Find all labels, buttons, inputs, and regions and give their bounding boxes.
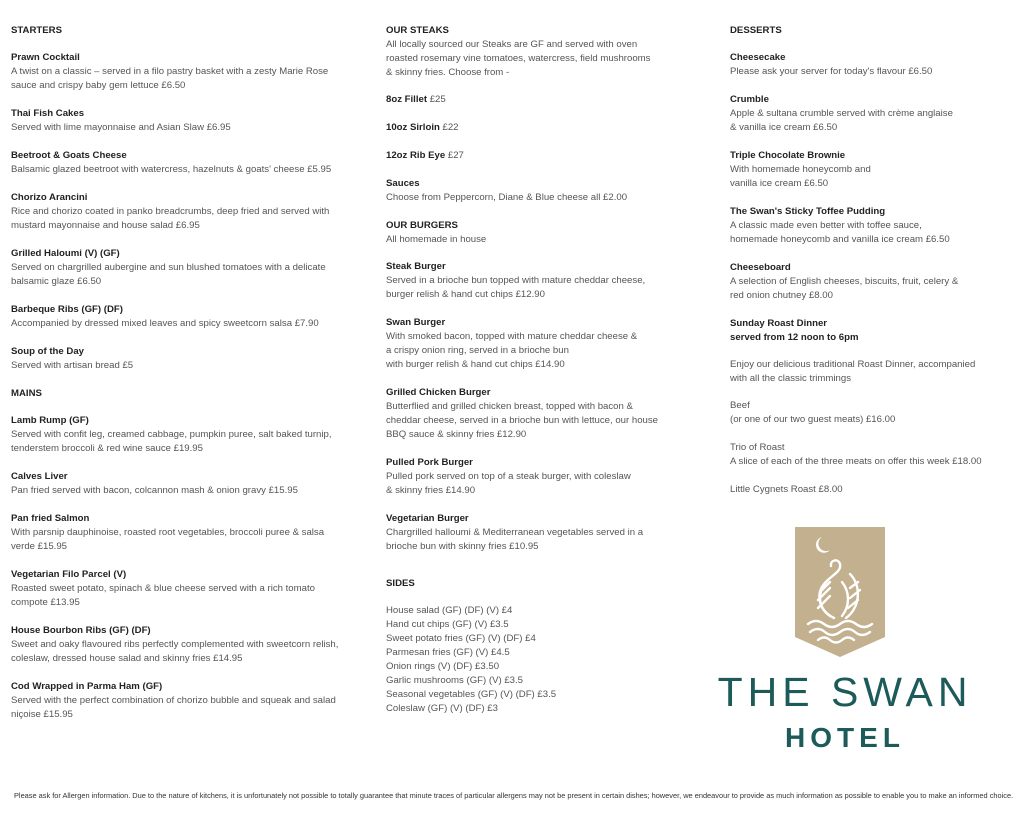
item-description: niçoise £15.95 xyxy=(11,709,73,720)
item-description: Balsamic glazed beetroot with watercress, hazelnuts & goats' cheese £5.95 xyxy=(11,164,332,175)
item-name: Soup of the Day xyxy=(11,346,85,357)
menu-item xyxy=(11,680,371,722)
section-heading: OUR BURGERS xyxy=(386,220,458,231)
item-description: cheddar cheese, served in a brioche bun with lettuce, our house xyxy=(386,415,658,426)
item-description: burger relish & hand cut chips £12.90 xyxy=(386,289,545,300)
item-description: Served with the perfect combination of chorizo bubble and squeak and salad xyxy=(11,695,336,706)
roast-item xyxy=(730,399,1015,427)
menu-item xyxy=(730,149,1015,191)
item-description: Rice and chorizo coated in panko breadcrumbs, deep fried and served with xyxy=(11,206,330,217)
item-description: homemade honeycomb and vanilla ice cream £6.50 xyxy=(730,234,950,245)
menu-item xyxy=(11,414,371,456)
section-heading: OUR STEAKS xyxy=(386,25,449,36)
menu-item xyxy=(386,260,686,302)
item-name: Swan Burger xyxy=(386,317,446,328)
item-description: sauce and crispy baby gem lettuce £6.50 xyxy=(11,80,186,91)
item-description: With homemade honeycomb and xyxy=(730,164,871,175)
item-description: Served with lime mayonnaise and Asian Slaw £6.95 xyxy=(11,122,231,133)
item-name: Cod Wrapped in Parma Ham (GF) xyxy=(11,681,163,692)
item-description: Chargrilled halloumi & Mediterranean vegetables served in a xyxy=(386,527,644,538)
roast-item xyxy=(730,483,1015,497)
menu-item xyxy=(11,107,371,135)
item-name: Pulled Pork Burger xyxy=(386,457,473,468)
item-name: Grilled Haloumi (V) (GF) xyxy=(11,248,120,259)
item-name: Barbeque Ribs (GF) (DF) xyxy=(11,304,123,315)
section-intro xyxy=(386,233,686,247)
item-name: Vegetarian Burger xyxy=(386,513,469,524)
section-steaks xyxy=(386,24,686,205)
item-description: balsamic glaze £6.50 xyxy=(11,276,102,287)
item-name: The Swan's Sticky Toffee Pudding xyxy=(730,206,886,217)
item-description: Pan fried served with bacon, colcannon mash & onion gravy £15.95 xyxy=(11,485,298,496)
menu-item xyxy=(11,247,371,289)
section-intro xyxy=(386,38,686,80)
intro-line: All locally sourced our Steaks are GF and served with oven xyxy=(386,39,638,50)
item-name: Beetroot & Goats Cheese xyxy=(11,150,127,161)
intro-line: All homemade in house xyxy=(386,234,487,245)
item-price: £27 xyxy=(447,150,464,161)
item-description: with burger relish & hand cut chips £14.90 xyxy=(386,359,565,370)
roast-line: A slice of each of the three meats on offer this week £18.00 xyxy=(730,456,982,467)
item-name: Steak Burger xyxy=(386,261,446,272)
section-desserts xyxy=(730,24,1015,303)
intro-line: with all the classic trimmings xyxy=(730,373,852,384)
logo-subtitle: HOTEL xyxy=(785,722,905,753)
item-name: 10oz Sirloin xyxy=(386,122,440,133)
heading-line: Sunday Roast Dinner xyxy=(730,318,828,329)
item-name: Prawn Cocktail xyxy=(11,52,80,63)
item-name: Cheesecake xyxy=(730,52,786,63)
item-description: With parsnip dauphinoise, roasted root vegetables, broccoli puree & salsa xyxy=(11,527,325,538)
menu-item xyxy=(386,386,686,442)
swan-shield-icon xyxy=(700,520,990,665)
item-name: 12oz Rib Eye xyxy=(386,150,446,161)
item-description: Apple & sultana crumble served with crème anglaise xyxy=(730,108,953,119)
roast-line: Little Cygnets Roast £8.00 xyxy=(730,484,843,495)
steak-item xyxy=(386,121,686,135)
allergen-notice: Please ask for Allergen information. Due to the nature of kitchens, it is unfortunately not possible to totally guarantee that minute traces of particular allergens may not be present in certain dishes; however, we endeavour to provide as much information as possible to enable you to make an informed choice. xyxy=(14,791,1014,800)
menu-item xyxy=(11,470,371,498)
item-description: A selection of English cheeses, biscuits, fruit, celery & xyxy=(730,276,959,287)
section-heading: STARTERS xyxy=(11,25,62,36)
section-burgers xyxy=(386,219,686,554)
menu-item xyxy=(386,316,686,372)
menu-item xyxy=(11,191,371,233)
menu-item xyxy=(11,624,371,666)
steak-item xyxy=(386,149,686,163)
item-description: BBQ sauce & skinny fries £12.90 xyxy=(386,429,527,440)
side-item: Garlic mushrooms (GF) (V) £3.5 xyxy=(386,675,524,686)
menu-item xyxy=(730,261,1015,303)
item-price: £25 xyxy=(429,94,446,105)
roast-line: (or one of our two guest meats) £16.00 xyxy=(730,414,896,425)
menu-item xyxy=(386,456,686,498)
menu-item xyxy=(11,51,371,93)
section-heading: SIDES xyxy=(386,578,415,589)
menu-item xyxy=(11,149,371,177)
section-heading: MAINS xyxy=(11,388,42,399)
roast-line: Beef xyxy=(730,400,750,411)
item-name: Vegetarian Filo Parcel (V) xyxy=(11,569,127,580)
swan-hotel-logo xyxy=(700,520,990,760)
item-name: Pan fried Salmon xyxy=(11,513,90,524)
menu-item xyxy=(11,512,371,554)
intro-line: roasted rosemary vine tomatoes, watercress, field mushrooms xyxy=(386,53,651,64)
side-item: Onion rings (V) (DF) £3.50 xyxy=(386,661,500,672)
item-name: Thai Fish Cakes xyxy=(11,108,85,119)
item-description: & vanilla ice cream £6.50 xyxy=(730,122,838,133)
logo-name: THE SWAN xyxy=(717,669,973,715)
side-item: Sweet potato fries (GF) (V) (DF) £4 xyxy=(386,633,536,644)
section-starters xyxy=(11,24,371,373)
menu-item xyxy=(11,568,371,610)
item-description: Served with artisan bread £5 xyxy=(11,360,134,371)
menu-item xyxy=(11,303,371,331)
item-description: Butterflied and grilled chicken breast, topped with bacon & xyxy=(386,401,633,412)
item-description: red onion chutney £8.00 xyxy=(730,290,833,301)
item-description: Roasted sweet potato, spinach & blue cheese served with a rich tomato xyxy=(11,583,315,594)
steak-item xyxy=(386,93,686,107)
menu-item xyxy=(386,512,686,554)
side-item: House salad (GF) (DF) (V) £4 xyxy=(386,605,513,616)
section-mains xyxy=(11,387,371,722)
item-name: House Bourbon Ribs (GF) (DF) xyxy=(11,625,151,636)
column-desserts-roast xyxy=(730,24,1015,511)
section-sunday-roast xyxy=(730,317,1015,497)
sauces-item xyxy=(386,177,686,205)
item-price: £22 xyxy=(442,122,459,133)
item-description: A twist on a classic – served in a filo pastry basket with a zesty Marie Rose xyxy=(11,66,329,77)
item-description: tenderstem broccoli & red wine sauce £19.95 xyxy=(11,443,203,454)
side-item: Parmesan fries (GF) (V) £4.5 xyxy=(386,647,510,658)
item-description: Served in a brioche bun topped with mature cheddar cheese, xyxy=(386,275,646,286)
intro-line: & skinny fries. Choose from - xyxy=(386,67,510,78)
side-item: Hand cut chips (GF) (V) £3.5 xyxy=(386,619,509,630)
menu-item xyxy=(730,205,1015,247)
item-description: a crispy onion ring, served in a brioche bun xyxy=(386,345,569,356)
sunday-heading xyxy=(730,317,1015,345)
item-description: & skinny fries £14.90 xyxy=(386,485,476,496)
item-description: coleslaw, dressed house salad and skinny fries £14.95 xyxy=(11,653,243,664)
section-sides xyxy=(386,577,686,716)
sunday-intro xyxy=(730,358,1015,386)
column-starters-mains xyxy=(11,24,371,736)
item-name: Sauces xyxy=(386,178,420,189)
item-name: 8oz Fillet xyxy=(386,94,428,105)
side-item: Coleslaw (GF) (V) (DF) £3 xyxy=(386,703,498,714)
item-description: Choose from Peppercorn, Diane & Blue cheese all £2.00 xyxy=(386,192,628,203)
item-description: Served with confit leg, creamed cabbage, pumpkin puree, salt baked turnip, xyxy=(11,429,332,440)
item-description: Served on chargrilled aubergine and sun blushed tomatoes with a delicate xyxy=(11,262,326,273)
roast-line: Trio of Roast xyxy=(730,442,785,453)
item-name: Grilled Chicken Burger xyxy=(386,387,491,398)
column-steaks-burgers-sides xyxy=(386,24,686,716)
menu-item xyxy=(730,51,1015,79)
item-name: Cheeseboard xyxy=(730,262,791,273)
item-description: mustard mayonnaise and house salad £6.95 xyxy=(11,220,200,231)
item-name: Triple Chocolate Brownie xyxy=(730,150,846,161)
intro-line: Enjoy our delicious traditional Roast Dinner, accompanied xyxy=(730,359,976,370)
item-description: compote £13.95 xyxy=(11,597,80,608)
item-description: vanilla ice cream £6.50 xyxy=(730,178,829,189)
item-name: Crumble xyxy=(730,94,769,105)
item-name: Chorizo Arancini xyxy=(11,192,88,203)
item-description: With smoked bacon, topped with mature cheddar cheese & xyxy=(386,331,638,342)
item-description: Accompanied by dressed mixed leaves and spicy sweetcorn salsa £7.90 xyxy=(11,318,319,329)
menu-item xyxy=(11,345,371,373)
item-description: brioche bun with skinny fries £10.95 xyxy=(386,541,539,552)
section-heading: DESSERTS xyxy=(730,25,782,36)
side-item: Seasonal vegetables (GF) (V) (DF) £3.5 xyxy=(386,689,557,700)
item-description: A classic made even better with toffee sauce, xyxy=(730,220,922,231)
item-description: Pulled pork served on top of a steak burger, with coleslaw xyxy=(386,471,631,482)
heading-line: served from 12 noon to 6pm xyxy=(730,332,859,343)
item-description: Please ask your server for today's flavour £6.50 xyxy=(730,66,933,77)
menu-item xyxy=(730,93,1015,135)
item-description: Sweet and oaky flavoured ribs perfectly complemented with sweetcorn relish, xyxy=(11,639,339,650)
roast-item xyxy=(730,441,1015,469)
item-name: Lamb Rump (GF) xyxy=(11,415,89,426)
item-name: Calves Liver xyxy=(11,471,68,482)
item-description: verde £15.95 xyxy=(11,541,68,552)
